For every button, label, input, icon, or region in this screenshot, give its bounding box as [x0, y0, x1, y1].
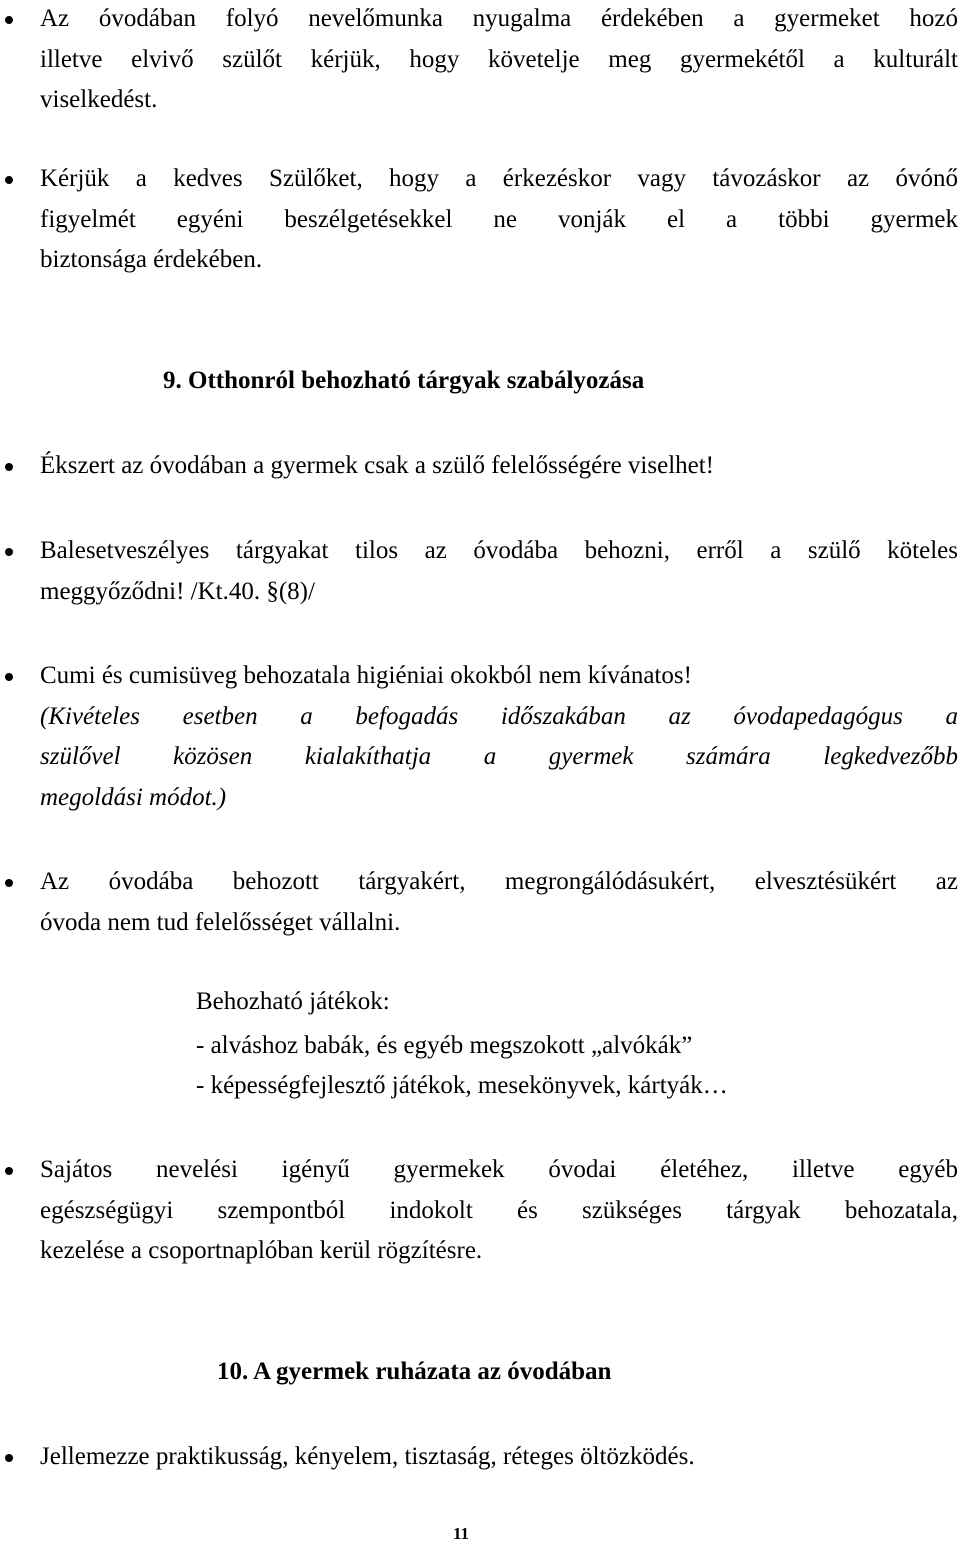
text-line: viselkedést.	[40, 86, 158, 113]
text-line: egészségügyi szempontból indokolt és szükséges tárgyak behozatala,	[40, 1196, 958, 1224]
text-line: Cumi és cumisüveg behozatala higiéniai okokból nem kívánatos!	[40, 662, 692, 689]
text-line: kezelése a csoportnaplóban kerül rögzítésre.	[40, 1237, 483, 1264]
list-item	[40, 1437, 958, 1478]
text-line: Balesetveszélyes tárgyakat tilos az óvodába behozni, erről a szülő köteles	[40, 537, 958, 564]
list-item	[40, 531, 958, 612]
text-line: illetve elvivő szülőt kérjük, hogy követelje meg gyermekétől a kulturált	[40, 45, 958, 73]
toys-item: - alváshoz babák, és egyéb megszokott „alvókák”	[196, 1032, 693, 1059]
text-line: óvoda nem tud felelősséget vállalni.	[40, 908, 401, 936]
list-item	[40, 862, 958, 943]
text-line: biztonsága érdekében.	[40, 246, 263, 273]
text-line: Sajátos nevelési igényű gyermekek óvodai életéhez, illetve egyéb	[40, 1156, 958, 1183]
section-heading-10: 10. A gyermek ruházata az óvodában	[217, 1358, 612, 1385]
section-heading-9: 9. Otthonról behozható tárgyak szabályozása	[163, 367, 645, 394]
text-line: Ékszert az óvodában a gyermek csak a szülő felelősségére viselhet!	[40, 452, 715, 479]
text-line: Jellemezze praktikusság, kényelem, tisztaság, réteges öltözködés.	[40, 1443, 695, 1470]
text-line: figyelmét egyéni beszélgetésekkel ne vonják el a többi gyermek	[40, 205, 958, 233]
text-line: Az óvodában folyó nevelőmunka nyugalma érdekében a gyermeket hozó	[40, 5, 958, 32]
list-item	[40, 0, 958, 121]
text-line: Az óvodába behozott tárgyakért, megrongálódásukért, elvesztésükért az	[40, 868, 958, 895]
list-item	[40, 1150, 958, 1272]
text-line-italic: (Kivételes esetben a befogadás időszakában az óvodapedagógus a	[40, 702, 958, 730]
list-item	[40, 446, 958, 487]
text-line-italic: megoldási módot.)	[40, 783, 227, 811]
text-line: meggyőződni! /Kt.40. §(8)/	[40, 577, 315, 605]
list-item	[40, 656, 958, 818]
text-line-italic: szülővel közösen kialakíthatja a gyermek számára legkedvezőbb	[40, 743, 958, 770]
list-item	[40, 159, 958, 281]
text-line: Kérjük a kedves Szülőket, hogy a érkezéskor vagy távozáskor az óvónő	[40, 165, 958, 192]
toys-item: - képességfejlesztő játékok, mesekönyvek, kártyák…	[196, 1072, 728, 1099]
page-number: 11	[452, 1524, 470, 1543]
toys-title: Behozható játékok:	[196, 988, 390, 1015]
